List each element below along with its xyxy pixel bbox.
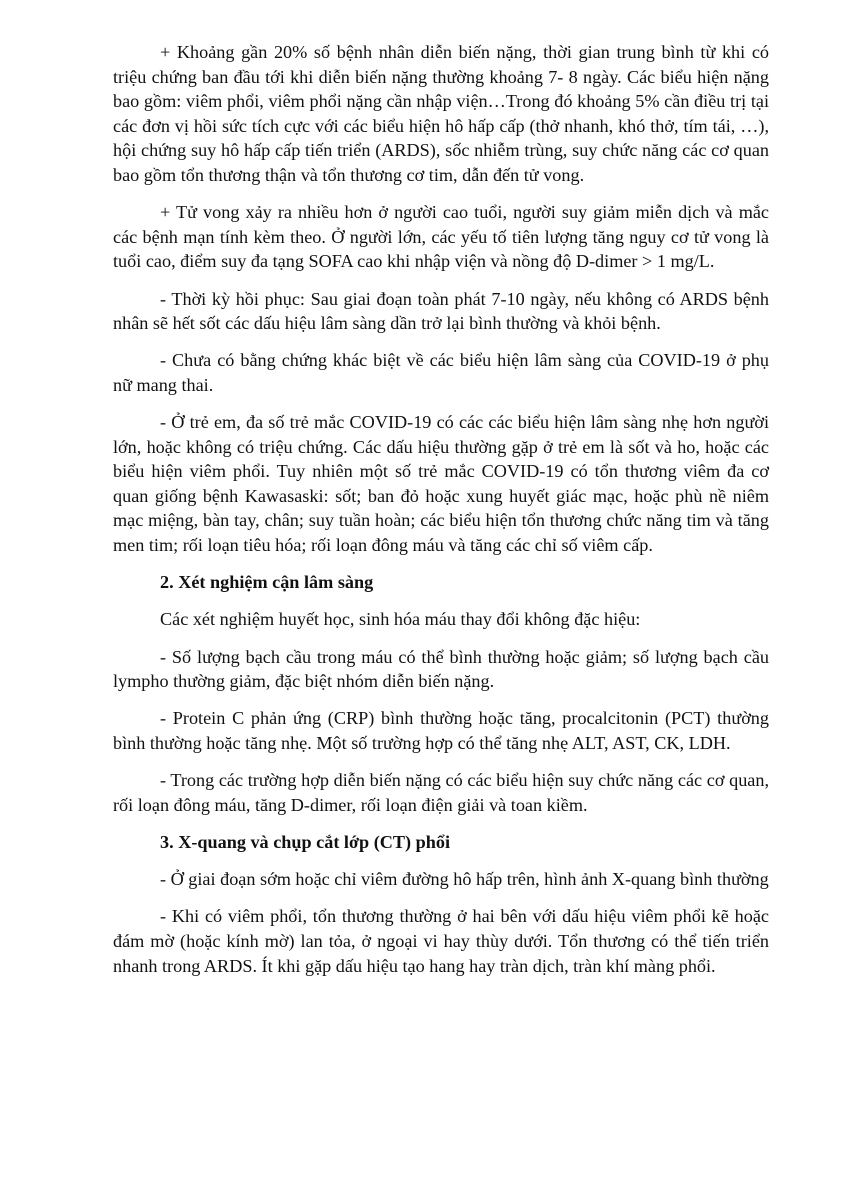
- paragraph-severe-progression: + Khoảng gần 20% số bệnh nhân diễn biến nặng, thời gian trung bình từ khi có triệu chứng ban đầu tới khi diễn biến nặng thường khoảng 7- 8 ngày. Các biểu hiện nặng bao gồm: viêm phổi, viêm phổi nặng cần nhập viện…Trong đó khoảng 5% cần điều trị tại các đơn vị hồi sức tích cực với các biểu hiện hô hấp cấp (thở nhanh, khó thở, tím tái, …), hội chứng suy hô hấp cấp tiến triển (ARDS), sốc nhiễm trùng, suy chức năng các cơ quan bao gồm tổn thương thận và tổn thương cơ tim, dẫn đến tử vong.: [113, 42, 769, 185]
- paragraph-children: - Ở trẻ em, đa số trẻ mắc COVID-19 có các các biểu hiện lâm sàng nhẹ hơn người lớn, hoặc không có triệu chứng. Các dấu hiệu thường gặp ở trẻ em là sốt và ho, hoặc các biểu hiện viêm phổi. Tuy nhiên một số trẻ mắc COVID-19 có tổn thương viêm đa cơ quan giống bệnh Kawasaski: sốt; ban đỏ hoặc xung huyết giác mạc, hoặc phù nề niêm mạc miệng, bàn tay, chân; suy tuần hoàn; các biểu hiện tổn thương chức năng tim và tăng men tim; rối loạn tiêu hóa; rối loạn đông máu và tăng các chỉ số viêm cấp.: [113, 412, 769, 556]
- paragraph-white-cells: - Số lượng bạch cầu trong máu có thể bình thường hoặc giảm; số lượng bạch cầu lympho thường giảm, đặc biệt nhóm diễn biến nặng.: [113, 646, 769, 692]
- document-page: [113, 40, 769, 991]
- paragraph-early-xray: - Ở giai đoạn sớm hoặc chỉ viêm đường hô hấp trên, hình ảnh X-quang bình thường: [160, 869, 769, 890]
- paragraph-mortality: + Tử vong xảy ra nhiều hơn ở người cao tuổi, người suy giảm miễn dịch và mắc các bệnh mạn tính kèm theo. Ở người lớn, các yếu tố tiên lượng tăng nguy cơ tử vong là tuổi cao, điểm suy đa tạng SOFA cao khi nhập viện và nồng độ D-dimer > 1 mg/L.: [113, 202, 769, 272]
- section-heading-xray-ct: 3. X-quang và chụp cắt lớp (CT) phổi: [160, 831, 451, 852]
- section-heading-lab-tests: 2. Xét nghiệm cận lâm sàng: [160, 572, 374, 593]
- paragraph-crp-pct: - Protein C phản ứng (CRP) bình thường hoặc tăng, procalcitonin (PCT) thường bình thường hoặc tăng nhẹ. Một số trường hợp có thể tăng nhẹ ALT, AST, CK, LDH.: [113, 708, 769, 753]
- paragraph-pneumonia-lesions: - Khi có viêm phổi, tổn thương thường ở hai bên với dấu hiệu viêm phổi kẽ hoặc đám mờ (hoặc kính mờ) lan tỏa, ở ngoại vi hay thùy dưới. Tổn thương có thể tiến triển nhanh trong ARDS. Ít khi gặp dấu hiệu tạo hang hay tràn dịch, tràn khí màng phổi.: [113, 906, 769, 976]
- paragraph-recovery: - Thời kỳ hồi phục: Sau giai đoạn toàn phát 7-10 ngày, nếu không có ARDS bệnh nhân sẽ hết sốt các dấu hiệu lâm sàng dần trở lại bình thường và khỏi bệnh.: [113, 288, 769, 334]
- paragraph-pregnancy: - Chưa có bằng chứng khác biệt về các biểu hiện lâm sàng của COVID-19 ở phụ nữ mang thai.: [113, 350, 769, 395]
- paragraph-lab-intro: Các xét nghiệm huyết học, sinh hóa máu thay đổi không đặc hiệu:: [160, 609, 641, 630]
- paragraph-organ-failure: - Trong các trường hợp diễn biến nặng có các biểu hiện suy chức năng các cơ quan, rối loạn đông máu, tăng D-dimer, rối loạn điện giải và toan kiềm.: [113, 770, 769, 815]
